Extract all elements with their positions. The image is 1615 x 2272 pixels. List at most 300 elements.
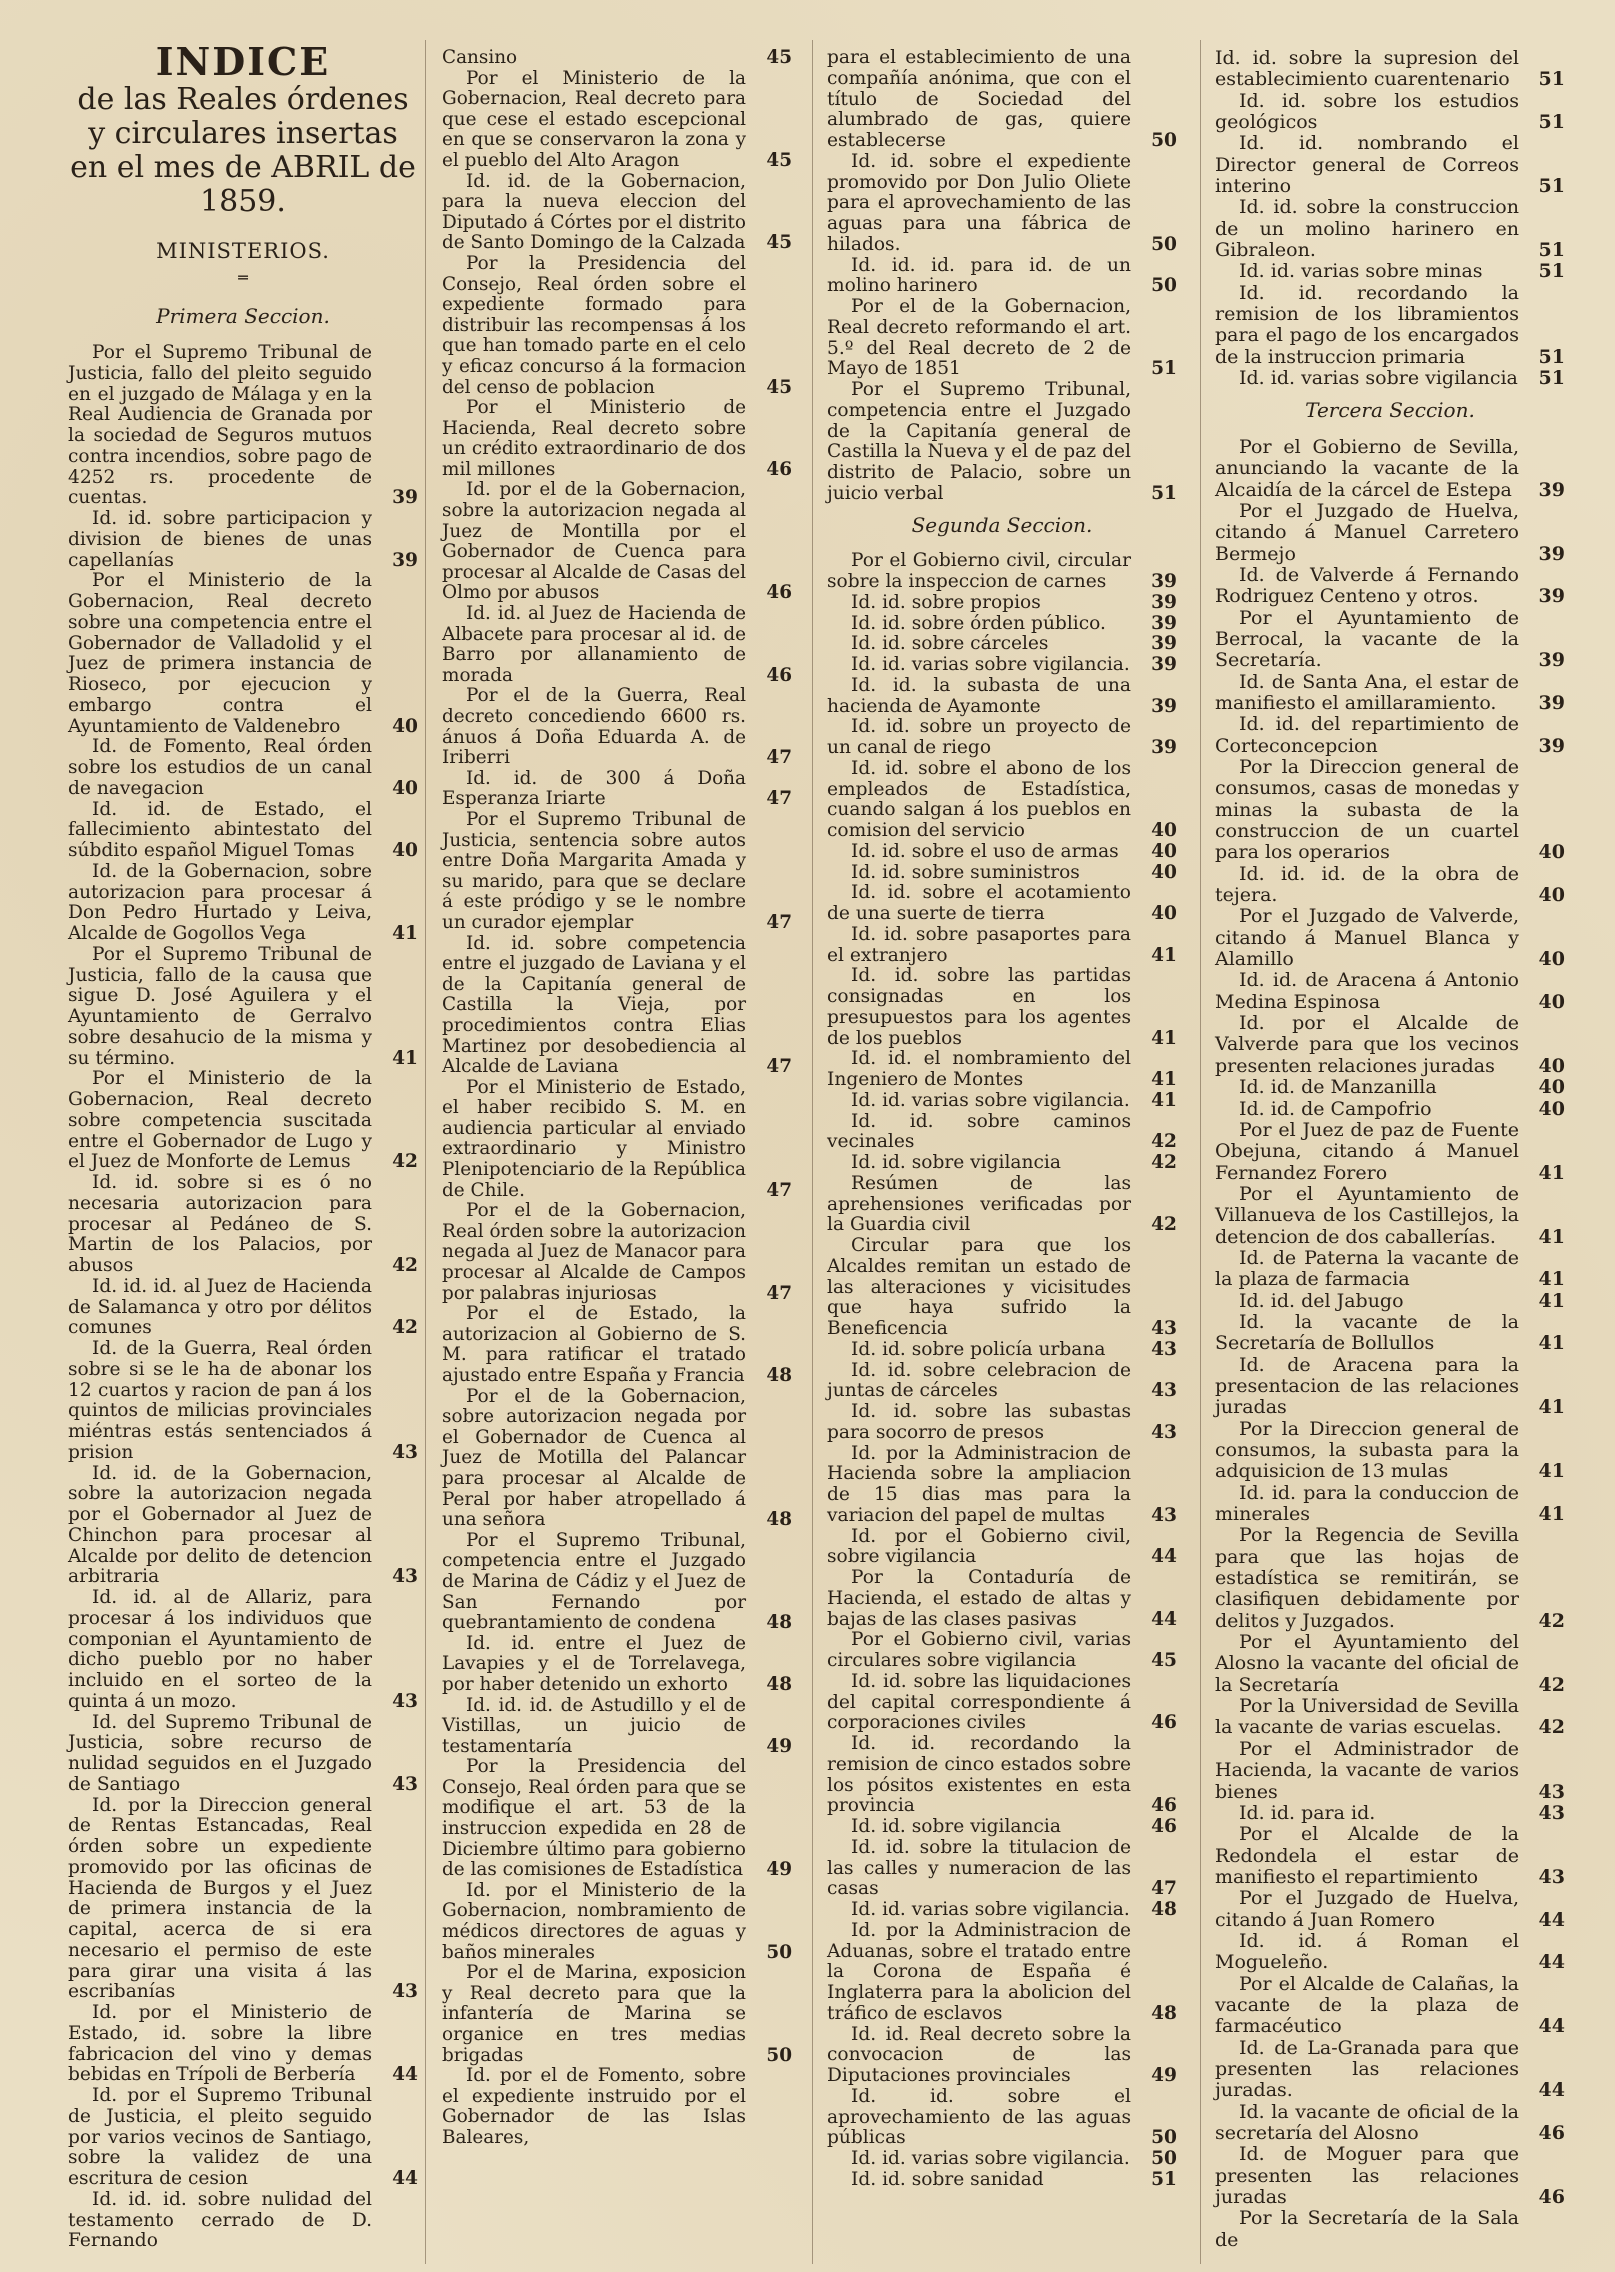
entry-text: Por el Gobierno civil, varias circulares sobre vigilancia (827, 1629, 1131, 1671)
entry-list (1215, 48, 1565, 390)
entry-text: Id. id. sobre la construccion de un molino harinero en Gibraleon. (1215, 196, 1519, 262)
entry-page-number: 50 (1151, 233, 1177, 255)
entry-page-number: 39 (1538, 542, 1565, 565)
index-entry (442, 69, 792, 172)
index-entry (827, 1236, 1177, 1340)
entry-page-number: 39 (1151, 591, 1177, 613)
index-entry (442, 686, 792, 768)
index-entry (1215, 1483, 1565, 1526)
index-subtitle: de las Reales órdenes y circulares insertas en el mes de ABRIL de 1859. (70, 81, 416, 219)
entry-page-number: 43 (392, 1981, 418, 2003)
entry-text: Id. id. id. al Juez de Hacienda de Salamanca y otro por délitos comunes (68, 1275, 372, 1339)
index-entry (827, 256, 1177, 298)
entry-page-number: 41 (1538, 1503, 1565, 1526)
entry-page-number: 40 (1538, 1076, 1565, 1099)
entry-text: Id. id. sobre sanidad (851, 2168, 1044, 2190)
entry-page-number: 39 (1538, 649, 1565, 672)
column-rule (425, 40, 426, 2264)
entry-page-number: 42 (1151, 1152, 1177, 1173)
entry-page-number: 47 (1151, 1878, 1177, 1900)
index-entry (827, 152, 1177, 256)
entry-text: Por la Secretaría de la Sala de (1215, 2207, 1519, 2251)
index-entry (827, 1444, 1177, 1527)
entry-text: Id. id. á Roman el Mogueleño. (1215, 1929, 1519, 1974)
entry-text: Id. id. sobre cárceles (851, 633, 1049, 655)
entry-page-number: 40 (392, 715, 418, 737)
entry-text: Por la Presidencia del Consejo, Real órden para que se modifique el art. 53 de la instruccion expedida en 28 de Diciembre último para gobierno de las comisiones de Estadística (442, 1756, 746, 1881)
entry-page-number: 46 (1538, 2186, 1565, 2209)
entry-text: Por el Supremo Tribunal de Justicia, fallo de la causa que sigue D. José Aguilera y el Ayuntamiento de Gerralvo sobre desahucio de la misma y su término. (68, 943, 372, 1069)
index-entry (1215, 1077, 1565, 1098)
entry-text: Por el de Marina, exposicion y Real decreto para que la infantería de Marina se organice en tres medias brigadas (442, 1962, 746, 2066)
entry-page-number: 43 (1151, 1504, 1177, 1526)
index-entry (442, 604, 792, 686)
entry-text: Id. id. sobre un proyecto de un canal de riego (827, 716, 1131, 758)
index-entry (1215, 2208, 1565, 2251)
entry-text: Por el Ayuntamiento del Alosno la vacante del oficial de la Secretaría (1215, 1631, 1519, 1696)
entry-page-number: 51 (1538, 175, 1565, 198)
entry-page-number: 49 (766, 1859, 792, 1881)
entry-text: Por el Ayuntamiento de Berrocal, la vacante de la Secretaría. (1215, 606, 1519, 672)
index-entry (1215, 283, 1565, 368)
index-entry (1215, 608, 1565, 672)
index-entry (1215, 757, 1565, 864)
index-entry (827, 1402, 1177, 1444)
entry-text: Id. por el Gobierno civil, sobre vigilancia (827, 1525, 1131, 1568)
entry-text: Circular para que los Alcaldes remitan un estado de las alteraciones y vicisitudes que haya sufrido la Beneficencia (827, 1235, 1131, 1339)
index-entry (442, 172, 792, 254)
index-entry (442, 398, 792, 480)
index-entry (1215, 1355, 1565, 1419)
index-entry (827, 1091, 1177, 1112)
entry-text: Id. id. al Juez de Hacienda de Albacete para procesar al id. de Barro por allanamiento de morada (442, 603, 746, 686)
entry-text: Id. id. entre el Juez de Lavapies y el de Torrelavega, por haber detenido un exhorto (442, 1632, 746, 1695)
entry-page-number: 42 (392, 1255, 418, 1276)
index-entry (68, 571, 418, 737)
index-entry (827, 717, 1177, 759)
entry-text: Por el Supremo Tribunal, competencia entre el Juzgado de la Capitanía general de Castilla la Nueva y el de paz del distrito de Palacio, sobre un juicio verbal (827, 379, 1131, 504)
entry-text: Id. id. id. de Astudillo y el de Vistillas, un juicio de testamentaría (442, 1694, 746, 1757)
entry-text: Por el Ministerio de la Gobernacion, Real decreto sobre competencia suscitada entre el Gobernador de Lugo y el Juez de Monforte de Lemus (68, 1068, 372, 1173)
entry-page-number: 42 (1151, 1131, 1177, 1153)
entry-text: Id. id. sobre órden público. (851, 612, 1106, 634)
column-rule (812, 40, 813, 2264)
entry-text: Id. id. de la Gobernacion, para la nueva eleccion del Diputado á Córtes por el distrito de Santo Domingo de la Calzada (442, 170, 746, 254)
entry-page-number: 44 (1151, 1546, 1177, 1568)
entry-text: Por el Alcalde de la Redondela el estar de manifiesto el repartimiento (1215, 1823, 1519, 1888)
index-entry (68, 1277, 418, 1339)
entry-page-number: 43 (392, 1441, 418, 1463)
entry-page-number: 49 (1151, 2065, 1177, 2086)
entry-text: Id. por el Alcalde de Valverde para que los vecinos presenten relaciones juradas (1215, 1012, 1519, 1077)
entry-page-number: 40 (1538, 884, 1565, 907)
index-entry (68, 2190, 418, 2252)
index-entry (68, 1464, 418, 1589)
index-entry (827, 2149, 1177, 2170)
entry-page-number: 46 (766, 582, 792, 604)
index-entry (68, 1713, 418, 1796)
index-entry (1215, 1803, 1565, 1824)
column-3 (827, 48, 1177, 2191)
entry-text: Id. id. sobre participacion y division de bienes de unas capellanías (68, 508, 372, 571)
index-entry (442, 810, 792, 934)
index-entry (68, 343, 418, 509)
entry-text: Id. id. sobre vigilancia (851, 1152, 1061, 1173)
index-entry (442, 1634, 792, 1696)
entry-page-number: 48 (766, 1365, 792, 1386)
entry-page-number: 42 (1538, 1609, 1565, 1632)
entry-text: Resúmen de las aprehensiones verificadas por la Guardia civil (827, 1172, 1131, 1236)
entry-text: Id. id. varias sobre vigilancia. (851, 654, 1130, 675)
entry-text: Id. id. sobre el uso de armas (851, 840, 1119, 862)
entry-page-number: 47 (766, 1179, 792, 1201)
entry-page-number: 39 (1538, 691, 1565, 714)
entry-text: Por el Ministerio de Hacienda, Real decreto sobre un crédito extraordinario de dos mil millones (442, 397, 746, 480)
entry-text: Id. por el Ministerio de la Gobernacion, nombramiento de médicos directores de aguas y baños minerales (442, 1879, 746, 1963)
entry-page-number: 41 (1538, 1268, 1565, 1291)
entry-page-number: 50 (1151, 275, 1177, 297)
index-entry (442, 1881, 792, 1963)
entry-text: Id. id. sobre si es ó no necesaria autorizacion para procesar al Pedáneo de S. Martin de los Palacios, por abusos (68, 1172, 372, 1276)
entry-list (442, 48, 792, 2149)
entry-page-number: 40 (1151, 840, 1177, 862)
entry-text: Id. id. varias sobre minas (1239, 260, 1483, 283)
entry-page-number: 39 (1538, 734, 1565, 757)
index-entry (1215, 864, 1565, 907)
entry-text: Por el Gobierno civil, circular sobre la inspeccion de carnes (827, 550, 1131, 592)
entry-page-number: 40 (392, 840, 418, 861)
tercera-seccion-heading: Tercera Seccion. (1305, 397, 1475, 422)
entry-page-number: 39 (1151, 737, 1177, 758)
index-entry (827, 655, 1177, 676)
entry-page-number: 41 (1538, 1225, 1565, 1248)
entry-page-number: 42 (392, 1151, 418, 1173)
index-entry (442, 1696, 792, 1758)
index-entry (1215, 1525, 1565, 1632)
entry-page-number: 51 (1538, 260, 1565, 283)
index-entry (827, 1153, 1177, 1174)
index-entry (1215, 1888, 1565, 1931)
entry-page-number: 39 (1538, 585, 1565, 608)
entry-page-number: 50 (766, 1941, 792, 1963)
entry-page-number: 47 (766, 1056, 792, 1078)
entry-text: Id. id. sobre las partidas consignadas en los presupuestos para los agentes de los pueblos (827, 965, 1131, 1049)
index-entry (1215, 1824, 1565, 1888)
entry-text: Id. id. para id. (1239, 1801, 1376, 1824)
index-entry (827, 1734, 1177, 1817)
entry-text: Id. id. sobre caminos vecinales (827, 1110, 1131, 1153)
index-entry (1215, 91, 1565, 134)
entry-text: Por el Juzgado de Huelva, citando á Manuel Carretero Bermejo (1215, 499, 1519, 565)
entry-page-number: 44 (1538, 1908, 1565, 1931)
index-entry (827, 842, 1177, 863)
entry-text: Id. id. la subasta de una hacienda de Ayamonte (827, 674, 1131, 717)
entry-text: Id. id. sobre el abono de los empleados de Estadística, cuando salgan á los pueblos en comision del servicio (827, 757, 1131, 841)
index-entry (1215, 133, 1565, 197)
index-entry (827, 1049, 1177, 1091)
entry-text: Id. de Aracena para la presentacion de las relaciones juradas (1215, 1353, 1519, 1419)
index-entry (68, 862, 418, 945)
entry-page-number: 51 (1538, 367, 1565, 390)
index-entry (1215, 2144, 1565, 2208)
entry-text: Id. id. del repartimiento de Corteconcepcion (1215, 713, 1519, 757)
entry-text: Id. id. para la conduccion de minerales (1215, 1481, 1519, 1526)
entry-page-number: 41 (1538, 1161, 1565, 1184)
index-entry (1215, 1184, 1565, 1248)
entry-text: Id. del Supremo Tribunal de Justicia, sobre recurso de nulidad seguidos en el Juzgado de Santiago (68, 1711, 372, 1795)
index-entry (827, 759, 1177, 842)
index-entry (68, 2003, 418, 2086)
entry-page-number: 44 (1151, 1608, 1177, 1630)
index-entry (1215, 197, 1565, 261)
entry-page-number: 39 (1151, 612, 1177, 634)
index-entry (827, 863, 1177, 884)
entry-text: Id. id. sobre celebracion de juntas de cárceles (827, 1359, 1131, 1402)
entry-page-number: 40 (1151, 861, 1177, 883)
entry-text: Id. id. sobre policía urbana (851, 1338, 1106, 1360)
entry-page-number: 48 (766, 1673, 792, 1695)
index-entry (827, 1568, 1177, 1630)
entry-text: Id. id. sobre pasaportes para el extranjero (827, 923, 1131, 966)
index-entry (1215, 1120, 1565, 1184)
index-entry (827, 1340, 1177, 1361)
entry-text: Id. id. de 300 á Doña Esperanza Iriarte (442, 767, 746, 810)
index-entry (442, 1304, 792, 1386)
entry-page-number: 42 (1538, 1673, 1565, 1696)
entry-list (827, 551, 1177, 2190)
entry-text: Id. por el Supremo Tribunal de Justicia, el pleito seguido por varios vecinos de Santiago, sobre la validez de una escritura de cesion (68, 2085, 372, 2189)
entry-text: Id. id. de Campofrio (1239, 1097, 1432, 1120)
index-entry (1215, 1931, 1565, 1974)
index-entry (827, 1900, 1177, 1921)
entry-text: Por la Contaduría de Hacienda, el estado de altas y bajas de las clases pasivas (827, 1567, 1131, 1630)
entry-page-number: 51 (1538, 345, 1565, 368)
index-entry (442, 1387, 792, 1531)
entry-text: Id. id. de Aracena á Antonio Medina Espinosa (1215, 969, 1519, 1013)
entry-page-number: 45 (1151, 1650, 1177, 1671)
entry-page-number: 41 (392, 1047, 418, 1069)
entry-text: Por el Ayuntamiento de Villanueva de los Castillejos, la detencion de dos caballerías. (1215, 1182, 1519, 1248)
index-entry (1215, 261, 1565, 282)
index-entry (68, 509, 418, 571)
index-entry (442, 1078, 792, 1202)
index-entry (1215, 501, 1565, 565)
entry-text: Por el Ministerio de la Gobernacion, Real decreto sobre una competencia entre el Gobernador de Valladolid y el Juez de primera instancia de Rioseco, por ejecucion y embargo contra el Ayuntamiento de Valdenebro (68, 570, 372, 737)
entry-text: Id. id. sobre competencia entre el juzgado de Laviana y el de la Capitanía general de Castilla la Vieja, por procedimientos contra Elias Martinez por desobediencia al Alcalde de Laviana (442, 932, 746, 1078)
entry-page-number: 40 (1151, 903, 1177, 924)
index-entry (827, 1174, 1177, 1236)
entry-page-number: 50 (1151, 2127, 1177, 2149)
entry-text: Por el Supremo Tribunal de Justicia, sentencia sobre autos entre Doña Margarita Amada y su marido, para que se declare á este pródigo y se le nombre un curador ejemplar (442, 808, 746, 933)
primera-seccion-heading: Primera Seccion. (156, 304, 330, 329)
index-entry (68, 2086, 418, 2190)
entry-page-number: 45 (766, 376, 792, 398)
entry-text: Id. por el de Fomento, sobre el expediente instruido por el Gobernador de las Islas Baleares, (442, 2065, 746, 2148)
index-entry (1215, 1696, 1565, 1739)
entry-text: Id. de la Gobernacion, sobre autorizacion para procesar á Don Pedro Hurtado y Leiva, Alcalde de Gogollos Vega (68, 860, 372, 944)
entry-page-number: 50 (1151, 130, 1177, 151)
index-entry (442, 48, 792, 69)
entry-text: Por el de la Guerra, Real decreto concediendo 6600 rs. ánuos á Doña Eduarda A. de Iriberri (442, 685, 746, 769)
ministerios-heading: MINISTERIOS. (156, 238, 330, 263)
entry-text: Id. id. de la Gobernacion, sobre la autorizacion negada por el Gobernador al Juez de Chinchon para procesar al Alcalde por delito de detencion arbitraria (68, 1462, 372, 1588)
entry-page-number: 43 (1151, 1318, 1177, 1339)
column-rule (1200, 40, 1201, 2264)
index-entry (442, 769, 792, 810)
index-entry (827, 1527, 1177, 1569)
entry-page-number: 42 (392, 1317, 418, 1339)
index-entry (827, 1630, 1177, 1672)
entry-text: Id. por la Direccion general de Rentas Estancadas, Real órden sobre un expediente promovido por las oficinas de Hacienda de Burgos y el Juez de primera instancia de la capital, acerca de si era necesario el permiso de este para girar una visita á las escribanías (68, 1794, 372, 2003)
entry-page-number: 44 (392, 2168, 418, 2189)
entry-text: Id. id. sobre el acotamiento de una suerte de tierra (827, 882, 1131, 924)
column-4 (1215, 48, 1565, 2251)
entry-page-number: 46 (766, 664, 792, 686)
entry-page-number: 45 (766, 47, 792, 68)
index-entry (1215, 368, 1565, 389)
column-1 (68, 39, 418, 2252)
index-entry (68, 737, 418, 799)
entry-page-number: 44 (1538, 2079, 1565, 2102)
entry-page-number: 45 (766, 232, 792, 254)
index-entry (68, 1339, 418, 1464)
entry-page-number: 43 (392, 1690, 418, 1712)
entry-page-number: 43 (1538, 1865, 1565, 1888)
entry-page-number: 45 (766, 149, 792, 171)
index-entry (1215, 1974, 1565, 2038)
entry-text: Id. id. varias sobre vigilancia (1239, 367, 1518, 390)
entry-page-number: 51 (1538, 111, 1565, 134)
entry-page-number: 39 (1151, 695, 1177, 717)
entry-text: Id. la vacante de la Secretaría de Bollullos (1215, 1310, 1519, 1355)
entry-text: Id. id. sobre propios (851, 591, 1041, 613)
entry-page-number: 41 (1538, 1289, 1565, 1312)
entry-page-number: 40 (1538, 948, 1565, 971)
entry-page-number: 41 (1151, 1089, 1177, 1111)
index-entry (827, 2025, 1177, 2087)
index-entry (68, 1173, 418, 1277)
index-entry (827, 2170, 1177, 2191)
entry-page-number: 41 (1151, 1027, 1177, 1049)
entry-page-number: 43 (1151, 1338, 1177, 1360)
entry-text: Por el Supremo Tribunal de Justicia, fallo del pleito seguido en el juzgado de Málaga y en la Real Audiencia de Granada por la sociedad de Seguros mutuos contra incendios, sobre pago de 4252 rs. procedente de cuentas. (68, 342, 372, 509)
index-entry (68, 1796, 418, 2004)
entry-page-number: 47 (766, 747, 792, 769)
entry-page-number: 41 (1151, 944, 1177, 966)
entry-text: Por la Universidad de Sevilla la vacante de varias escuelas. (1215, 1695, 1519, 1739)
index-entry (1215, 1739, 1565, 1803)
entry-page-number: 48 (1151, 2002, 1177, 2024)
index-entry (68, 1588, 418, 1713)
entry-page-number: 39 (1151, 633, 1177, 655)
entry-page-number: 51 (1538, 68, 1565, 91)
entry-page-number: 46 (1151, 1795, 1177, 1817)
entry-page-number: 39 (392, 487, 418, 509)
entry-text: Id. id. nombrando el Director general de Correos interino (1215, 132, 1519, 198)
entry-page-number: 40 (1538, 1054, 1565, 1077)
entry-text: Id. por el de la Gobernacion, sobre la autorizacion negada al Juez de Montilla por el Gobernador de Cuenca para procesar al Alcalde de Casas del Olmo por abusos (442, 479, 746, 604)
entry-page-number: 48 (766, 1509, 792, 1531)
index-entry (827, 551, 1177, 593)
index-entry (442, 2066, 792, 2148)
entry-page-number: 41 (1538, 1396, 1565, 1419)
index-entry (827, 1838, 1177, 1900)
entry-page-number: 46 (1538, 2122, 1565, 2144)
entry-text: Por el de la Gobernacion, Real decreto reformando el art. 5.º del Real decreto de 2 de Mayo de 1851 (827, 296, 1131, 380)
index-entry (827, 48, 1177, 152)
index-entry (442, 934, 792, 1078)
entry-text: Id. id. del Jabugo (1239, 1289, 1404, 1312)
entry-text: Por la Regencia de Sevilla para que las hojas de estadística se remitirán, se clasifiquen debidamente por delitos y Juzgados. (1215, 1524, 1519, 1632)
entry-text: Por el Supremo Tribunal, competencia entre el Juzgado de Marina de Cádiz y el Juez de San Fernando por quebrantamiento de condena (442, 1529, 746, 1634)
entry-text: Por el de Estado, la autorizacion al Gobierno de S. M. para ratificar el tratado ajustado entre España y Francia (442, 1303, 746, 1386)
index-entry (68, 945, 418, 1070)
entry-page-number: 46 (1151, 1712, 1177, 1734)
entry-page-number: 40 (1151, 820, 1177, 841)
index-entry (827, 883, 1177, 925)
index-entry (827, 1817, 1177, 1838)
entry-text: Id. id. sobre las subastas para socorro de presos (827, 1401, 1131, 1443)
entry-page-number: 42 (1538, 1716, 1565, 1739)
index-entry (827, 966, 1177, 1049)
entry-text: Por el Juzgado de Valverde, citando á Manuel Blanca y Alamillo (1215, 905, 1519, 971)
entry-page-number: 44 (1538, 1951, 1565, 1974)
entry-text: Id. de La-Granada para que presenten las relaciones juradas. (1215, 2036, 1519, 2102)
index-entry (1215, 906, 1565, 970)
entry-page-number: 43 (1151, 1380, 1177, 1402)
segunda-seccion-heading: Segunda Seccion. (911, 512, 1093, 537)
index-entry (1215, 437, 1565, 501)
entry-text: Id. por la Administracion de Hacienda sobre la ampliacion de 15 dias mas para la variacion del papel de multas (827, 1442, 1131, 1526)
entry-text: Id. id. id. sobre nulidad del testamento cerrado de D. Fernando (68, 2188, 372, 2252)
index-entry (827, 1921, 1177, 2025)
entry-page-number: 39 (1151, 654, 1177, 675)
index-entry (442, 1757, 792, 1881)
index-entry (1215, 1632, 1565, 1696)
entry-text: Por la Presidencia del Consejo, Real órden sobre el expediente formado para distribuir las recompensas á los que han tomado parte en el celo y eficaz concurso á la formacion del censo de poblacion (442, 252, 746, 398)
index-entry (827, 2087, 1177, 2149)
entry-page-number: 50 (1151, 2148, 1177, 2169)
index-entry (1215, 2038, 1565, 2102)
entry-page-number: 40 (392, 777, 418, 799)
entry-text: Id. id. recordando la remision de los libramientos para el pago de los encargados de la instruccion primaria (1215, 281, 1519, 368)
entry-list (68, 343, 418, 2252)
index-entry (1215, 672, 1565, 715)
index-entry (1215, 1013, 1565, 1077)
entry-page-number: 40 (1538, 841, 1565, 864)
entry-page-number: 41 (1538, 1460, 1565, 1483)
entry-page-number: 51 (1151, 358, 1177, 380)
entry-page-number: 47 (766, 788, 792, 810)
entry-page-number: 44 (392, 2064, 418, 2086)
entry-page-number: 39 (1538, 478, 1565, 501)
column-2 (442, 48, 792, 2149)
entry-page-number: 51 (1538, 239, 1565, 262)
entry-text: Por el Gobierno de Sevilla, anunciando la vacante de la Alcaidía de la cárcel de Estepa (1215, 435, 1519, 501)
index-entry (442, 1531, 792, 1634)
index-entry (1215, 1099, 1565, 1120)
entry-text: Id. id. Real decreto sobre la convocacion de las Diputaciones provinciales (827, 2023, 1131, 2086)
entry-page-number: 40 (1538, 1097, 1565, 1120)
entry-text: Id. de Paterna la vacante de la plaza de farmacia (1215, 1246, 1519, 1291)
entry-text: Id. id. sobre el aprovechamiento de las aguas públicas (827, 2085, 1131, 2149)
entry-text: Por el Juzgado de Huelva, citando á Juan Romero (1215, 1887, 1519, 1931)
entry-page-number: 41 (392, 923, 418, 944)
index-entry (442, 1201, 792, 1304)
entry-text: Id. id. el nombramiento del Ingeniero de Montes (827, 1048, 1131, 1090)
entry-page-number: 51 (1151, 482, 1177, 504)
entry-text: Id. id. de Estado, el fallecimiento abintestato del súbdito español Miguel Tomas (68, 798, 372, 861)
